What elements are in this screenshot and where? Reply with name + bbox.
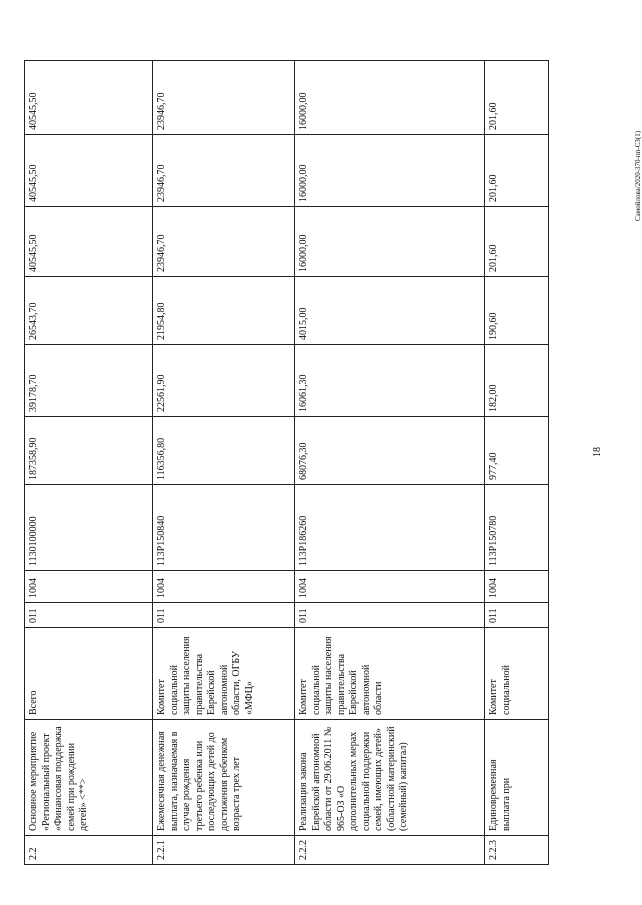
value-year-2: 21954,80 bbox=[153, 277, 295, 345]
value-year-3: 201,60 bbox=[485, 207, 549, 277]
executor: Комитет социальной bbox=[485, 628, 549, 720]
grbs-code: 011 bbox=[153, 603, 295, 628]
csr-code: 113P150780 bbox=[485, 485, 549, 571]
measure-name: Реализация закона Еврейской автономной области от 29.06.2011 № 965-ОЗ «О дополнительных мерах социальной поддержки семей, имеющих детей» (областной материнский (семейный) капитал) bbox=[295, 720, 485, 836]
csr-code: 113P150840 bbox=[153, 485, 295, 571]
row-number: 2.2.3 bbox=[485, 836, 549, 865]
value-year-5: 201,60 bbox=[485, 61, 549, 135]
rzpr-code: 1004 bbox=[25, 571, 153, 603]
rzpr-code: 1004 bbox=[295, 571, 485, 603]
value-year-4: 16000,00 bbox=[295, 135, 485, 207]
row-number: 2.2.1 bbox=[153, 836, 295, 865]
value-year-3: 16000,00 bbox=[295, 207, 485, 277]
page-number: 18 bbox=[592, 447, 603, 457]
rzpr-code: 1004 bbox=[485, 571, 549, 603]
value-year-4: 201,60 bbox=[485, 135, 549, 207]
value-total: 116356,80 bbox=[153, 417, 295, 485]
rzpr-code: 1004 bbox=[153, 571, 295, 603]
grbs-code: 011 bbox=[295, 603, 485, 628]
grbs-code: 011 bbox=[485, 603, 549, 628]
value-year-5: 16000,00 bbox=[295, 61, 485, 135]
value-total: 68076,30 bbox=[295, 417, 485, 485]
value-year-1: 182,00 bbox=[485, 345, 549, 417]
value-year-4: 23946,70 bbox=[153, 135, 295, 207]
executor: Комитет социальной защиты населения правительства Еврейской автономной области bbox=[295, 628, 485, 720]
value-year-4: 40545,50 bbox=[25, 135, 153, 207]
value-year-5: 40545,50 bbox=[25, 61, 153, 135]
csr-code: 113P186260 bbox=[295, 485, 485, 571]
value-total: 187358,90 bbox=[25, 417, 153, 485]
value-year-2: 4015,00 bbox=[295, 277, 485, 345]
document-footer: Самойлова/2020-370-пп-СЗ(1) bbox=[634, 130, 642, 221]
executor: Комитет социальной защиты населения правительства Еврейской автономной области, ОГБУ «МФЦ» bbox=[153, 628, 295, 720]
value-year-2: 26543,70 bbox=[25, 277, 153, 345]
measure-name: Единовременная выплата при bbox=[485, 720, 549, 836]
value-total: 977,40 bbox=[485, 417, 549, 485]
value-year-1: 16061,30 bbox=[295, 345, 485, 417]
value-year-1: 39178,70 bbox=[25, 345, 153, 417]
budget-table bbox=[24, 60, 549, 865]
value-year-1: 22561,90 bbox=[153, 345, 295, 417]
csr-code: 1130100000 bbox=[25, 485, 153, 571]
value-year-5: 23946,70 bbox=[153, 61, 295, 135]
measure-name: Основное мероприятие «Региональный проект «Финансовая поддержка семей при рождении детей» <**> bbox=[25, 720, 153, 836]
measure-name: Ежемесячная денежная выплата, назначаемая в случае рождения третьего ребенка или последующих детей до достижения ребенком возраста трех лет bbox=[153, 720, 295, 836]
table-row bbox=[153, 61, 295, 865]
value-year-3: 23946,70 bbox=[153, 207, 295, 277]
row-number: 2.2 bbox=[25, 836, 153, 865]
grbs-code: 011 bbox=[25, 603, 153, 628]
table-row bbox=[25, 61, 153, 865]
value-year-3: 40545,50 bbox=[25, 207, 153, 277]
executor: Всего bbox=[25, 628, 153, 720]
value-year-2: 190,60 bbox=[485, 277, 549, 345]
row-number: 2.2.2 bbox=[295, 836, 485, 865]
table-row bbox=[485, 61, 549, 865]
table-row bbox=[295, 61, 485, 865]
